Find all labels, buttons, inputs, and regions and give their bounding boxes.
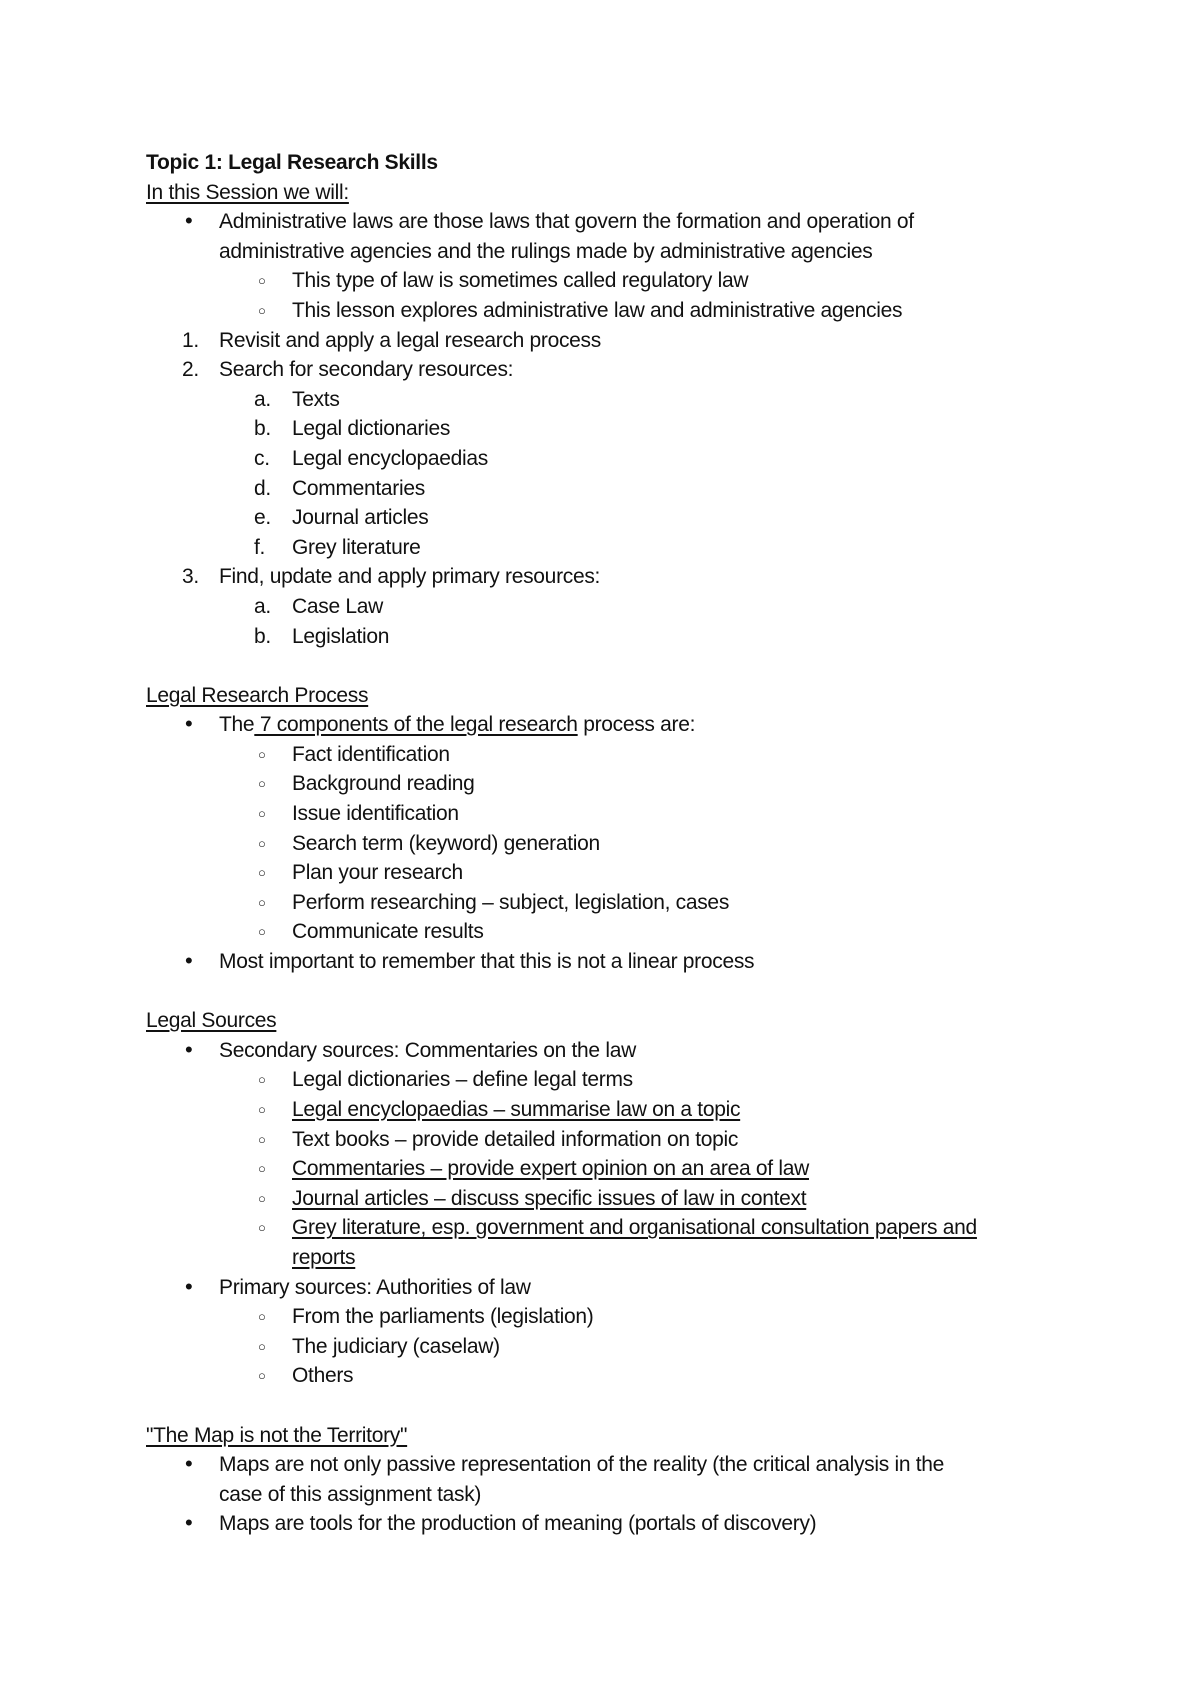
circle-bullet-icon: ○ bbox=[258, 776, 266, 792]
sources-heading: Legal Sources bbox=[146, 1009, 277, 1033]
list-item: ○ The judiciary (caselaw) bbox=[146, 1332, 1076, 1362]
list-item: ○ From the parliaments (legislation) bbox=[146, 1302, 1076, 1332]
circle-bullet-icon: ○ bbox=[258, 1220, 266, 1236]
document-title: Topic 1: Legal Research Skills bbox=[146, 151, 438, 174]
circle-bullet-icon: ○ bbox=[258, 1072, 266, 1088]
lettered-item: f. Grey literature bbox=[254, 535, 421, 559]
map-heading: "The Map is not the Territory" bbox=[146, 1423, 408, 1447]
document-page bbox=[146, 148, 1076, 1539]
list-item: • The 7 components of the legal research process are: bbox=[185, 711, 696, 737]
list-item: ○ Grey literature, esp. government and organisational consultation papers and bbox=[146, 1213, 1076, 1243]
list-item: ○ Fact identification bbox=[146, 740, 1076, 770]
list-item: ○ Text books – provide detailed information on topic bbox=[146, 1125, 1076, 1155]
list-item: • Administrative laws are those laws that govern the formation and operation of bbox=[185, 208, 914, 234]
bullet-icon: • bbox=[185, 711, 193, 737]
lettered-item: a. Case Law bbox=[254, 594, 383, 618]
lettered-item: b. Legislation bbox=[254, 624, 390, 648]
numbered-item: 2. Search for secondary resources: bbox=[182, 358, 514, 382]
circle-bullet-icon: ○ bbox=[258, 1161, 266, 1177]
spacer bbox=[146, 651, 1076, 681]
list-item: • Secondary sources: Commentaries on the law bbox=[185, 1036, 636, 1062]
lettered-item: e. Journal articles bbox=[254, 506, 429, 530]
bullet-icon: • bbox=[185, 1510, 193, 1536]
list-item: • Maps are not only passive representation of the reality (the critical analysis in the bbox=[185, 1451, 945, 1477]
circle-bullet-icon: ○ bbox=[258, 835, 266, 851]
components-link: 7 components of the legal research bbox=[254, 713, 578, 737]
circle-bullet-icon: ○ bbox=[258, 894, 266, 910]
list-item: ○ Legal encyclopaedias – summarise law on a topic bbox=[146, 1095, 1076, 1125]
process-heading: Legal Research Process bbox=[146, 683, 369, 707]
session-heading: In this Session we will: bbox=[146, 180, 349, 204]
circle-bullet-icon: ○ bbox=[258, 924, 266, 940]
circle-bullet-icon: ○ bbox=[258, 302, 266, 318]
list-item: ○ Background reading bbox=[146, 769, 1076, 799]
bullet-icon: • bbox=[185, 1036, 193, 1062]
lettered-item: c. Legal encyclopaedias bbox=[254, 446, 488, 470]
numbered-item: 1. Revisit and apply a legal research process bbox=[182, 328, 601, 352]
lettered-item: d. Commentaries bbox=[254, 476, 425, 500]
list-item: • Most important to remember that this is not a linear process bbox=[185, 948, 755, 974]
list-item: ○ Perform researching – subject, legislation, cases bbox=[146, 888, 1076, 918]
list-item: ○ Search term (keyword) generation bbox=[146, 829, 1076, 859]
list-item: ○ Legal dictionaries – define legal terms bbox=[146, 1065, 1076, 1095]
circle-bullet-icon: ○ bbox=[258, 865, 266, 881]
list-item: ○ Plan your research bbox=[146, 858, 1076, 888]
list-item-continuation: administrative agencies and the rulings made by administrative agencies bbox=[219, 239, 873, 263]
list-item: ○ Communicate results bbox=[146, 917, 1076, 947]
bullet-icon: • bbox=[185, 1451, 193, 1477]
lettered-item: b. Legal dictionaries bbox=[254, 417, 451, 441]
list-item-continuation: case of this assignment task) bbox=[219, 1482, 482, 1506]
numbered-item: 3. Find, update and apply primary resources: bbox=[182, 565, 601, 589]
list-item: ○ Issue identification bbox=[146, 799, 1076, 829]
spacer bbox=[146, 977, 1076, 1007]
circle-bullet-icon: ○ bbox=[258, 1190, 266, 1206]
list-item: • Primary sources: Authorities of law bbox=[185, 1273, 531, 1299]
circle-bullet-icon: ○ bbox=[258, 273, 266, 289]
list-item: ○ This lesson explores administrative law and administrative agencies bbox=[146, 296, 1076, 326]
list-item-continuation: reports bbox=[292, 1245, 356, 1269]
circle-bullet-icon: ○ bbox=[258, 1309, 266, 1325]
list-item: ○ This type of law is sometimes called regulatory law bbox=[146, 266, 1076, 296]
bullet-icon: • bbox=[185, 1273, 193, 1299]
circle-bullet-icon: ○ bbox=[258, 806, 266, 822]
circle-bullet-icon: ○ bbox=[258, 1131, 266, 1147]
bullet-icon: • bbox=[185, 948, 193, 974]
list-item: • Maps are tools for the production of meaning (portals of discovery) bbox=[185, 1510, 817, 1536]
circle-bullet-icon: ○ bbox=[258, 1102, 266, 1117]
list-item: ○ Commentaries – provide expert opinion on an area of law bbox=[146, 1154, 1076, 1184]
circle-bullet-icon: ○ bbox=[258, 1368, 266, 1384]
spacer bbox=[146, 1391, 1076, 1421]
list-item: ○ Others bbox=[146, 1361, 1076, 1391]
circle-bullet-icon: ○ bbox=[258, 1338, 266, 1354]
bullet-icon: • bbox=[185, 208, 193, 234]
circle-bullet-icon: ○ bbox=[258, 746, 266, 762]
list-item: ○ Journal articles – discuss specific issues of law in context bbox=[146, 1184, 1076, 1214]
lettered-item: a. Texts bbox=[254, 387, 340, 411]
